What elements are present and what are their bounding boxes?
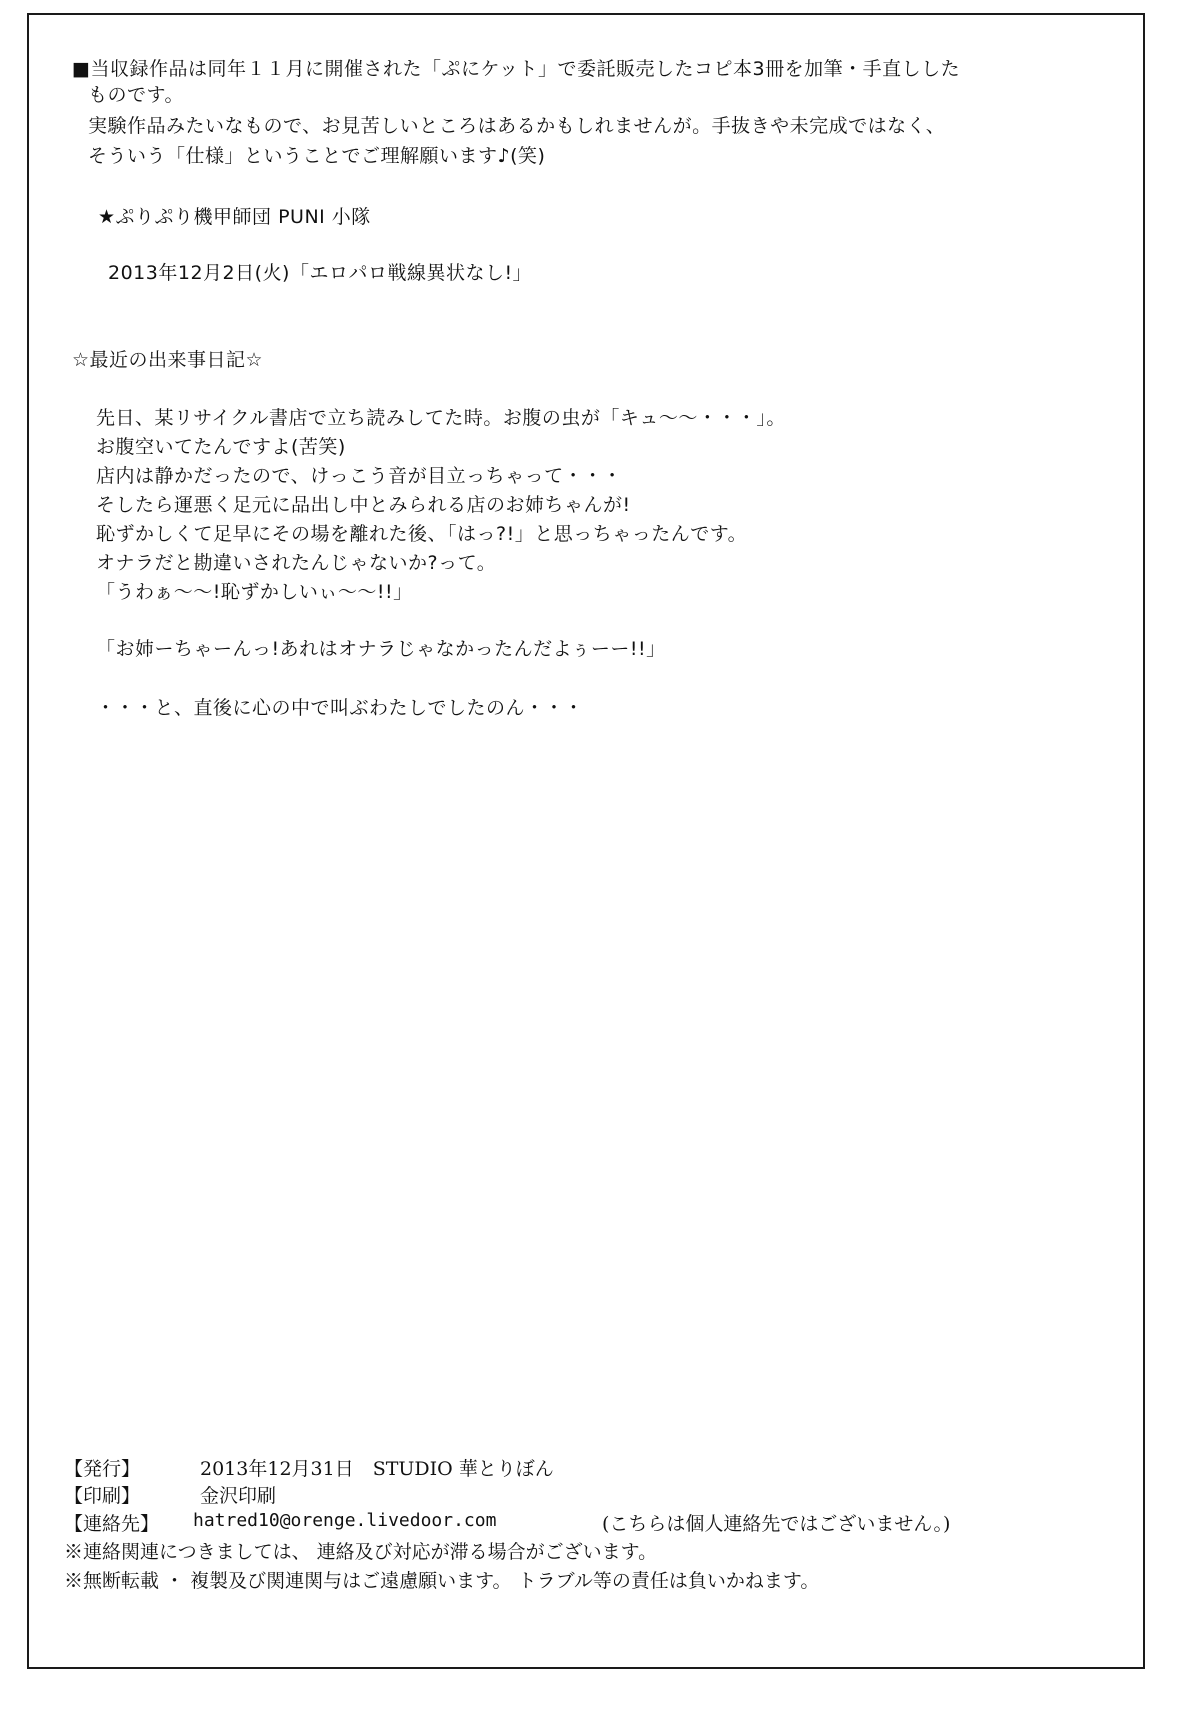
date-line: 2013年12月2日(火)「エロパロ戦線異状なし!」	[108, 262, 533, 284]
diary-line-3: 店内は静かだったので、けっこう音が目立っちゃって・・・	[96, 465, 623, 487]
diary-line-4: そしたら運悪く足元に品出し中とみられる店のお姉ちゃんが!	[96, 494, 631, 516]
diary-line-8: 「お姉ーちゃーんっ!あれはオナラじゃなかったんだよぅーー!!」	[96, 638, 666, 660]
contact-note: (こちらは個人連絡先ではございません。)	[602, 1513, 951, 1535]
print-label: 【印刷】	[64, 1485, 141, 1507]
diary-line-7: 「うわぁ～～!恥ずかしいぃ～～!!」	[96, 581, 413, 603]
print-value: 金沢印刷	[200, 1485, 277, 1507]
notice-2: ※無断転載 ・ 複製及び関連関与はご遠慮願います。 トラブル等の責任は負いかねます。	[64, 1570, 820, 1592]
diary-line-9: ・・・と、直後に心の中で叫ぶわたしでしたのん・・・	[96, 697, 584, 719]
diary-line-5: 恥ずかしくて足早にその場を離れた後、「はっ?!」と思っちゃったんです。	[96, 523, 748, 545]
note-line-1: ■当収録作品は同年１１月に開催された「ぷにケット」で委託販売したコピ本3冊を加筆・手直しした	[72, 58, 961, 80]
issue-label: 【発行】	[64, 1458, 141, 1480]
diary-heading: ☆最近の出来事日記☆	[72, 349, 264, 371]
diary-line-1: 先日、某リサイクル書店で立ち読みしてた時。お腹の虫が「キュ～～・・・」。	[96, 407, 786, 429]
contact-label: 【連絡先】	[64, 1513, 160, 1535]
diary-line-2: お腹空いてたんですよ(苦笑)	[96, 436, 346, 458]
contact-email: hatred10@orenge.livedoor.com	[193, 1510, 497, 1531]
note-line-3: 実験作品みたいなもので、お見苦しいところはあるかもしれませんが。手抜きや未完成ではなく、	[88, 115, 946, 137]
diary-line-6: オナラだと勘違いされたんじゃないか?って。	[96, 552, 497, 574]
issue-value: 2013年12月31日 STUDIO 華とりぼん	[200, 1458, 554, 1480]
note-line-4: そういう「仕様」ということでご理解願います♪(笑)	[88, 145, 546, 167]
note-line-2: ものです。	[88, 84, 184, 106]
signature: ★ぷりぷり機甲師団 PUNI 小隊	[98, 206, 371, 228]
notice-1: ※連絡関連につきましては、 連絡及び対応が滞る場合がございます。	[64, 1541, 658, 1563]
